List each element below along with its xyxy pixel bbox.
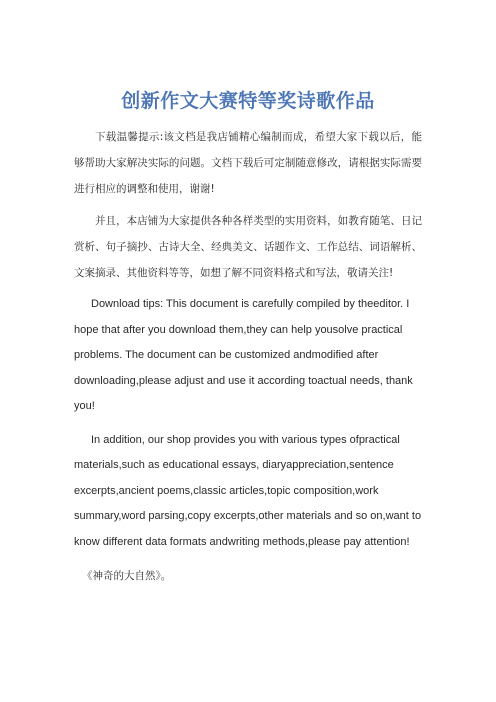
shop-intro-chinese: 并且，本店铺为大家提供各种各样类型的实用资料，如教育随笔、日记赏析、句子摘抄、古诗大全、经典美文、话题作文、工作总结、词语解析、文案摘录、其他资料等等，如想了解不同资料格式和写法，敬请关注! [74,215,422,279]
download-tips-chinese: 下载温馨提示:该文档是我店铺精心编制而成，希望大家下载以后，能够帮助大家解决实际的问题。文档下载后可定制随意修改，请根据实际需要进行相应的调整和使用，谢谢! [74,131,422,195]
poem-title: 《神奇的大自然》。 [82,570,172,582]
shop-intro-english: In addition, our shop provides you with various types ofpractical materials,such as educational essays, diaryappreciation,sentence excerpts,ancient poems,classic articles,topic composition,work summary,word parsing,copy excerpts,other materials and so on,want to know different data formats andwriting methods,please pay attention! [74,433,422,548]
document-title: 创新作文大赛特等奖诗歌作品 [121,90,375,112]
download-tips-english: Download tips: This document is carefully compiled by theeditor. I hope that after you download them,they can help yousolve practical problems. The document can be customized andmodified after downloading,please adjust and use it according toactual needs, thank you! [74,298,413,412]
